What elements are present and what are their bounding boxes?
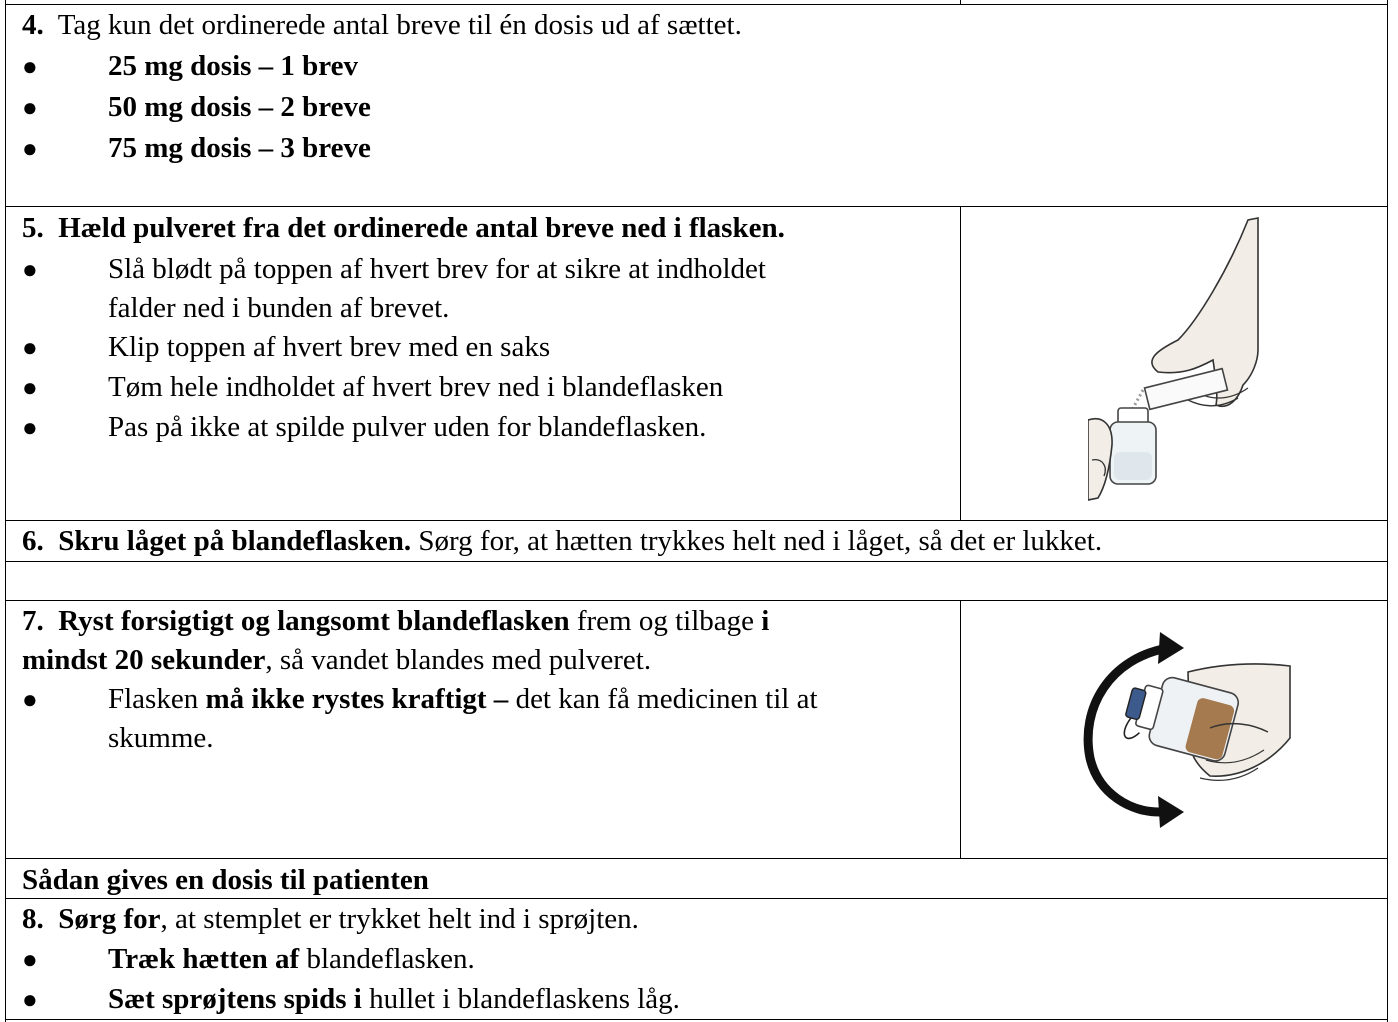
list-item-continuation: skumme. [108,722,214,754]
step-text: , så vandet blandes med pulveret. [265,644,652,676]
section-heading: Sådan gives en dosis til patienten [22,864,429,896]
list-item: Tøm hele indholdet af hvert brev ned i blandeflasken [108,371,724,403]
bullet-icon: ● [22,985,38,1014]
step-number: 6. [22,525,44,557]
step-bold-text: mindst 20 sekunder [22,644,266,676]
list-item: Klip toppen af hvert brev med en saks [108,331,551,363]
list-item-bold: må ikke rystes kraftigt – [205,683,509,715]
bullet-icon: ● [22,685,38,714]
step-text: , at stemplet er trykket helt ind i sprøjten. [160,903,639,935]
step-number: 5. [22,212,44,244]
row-divider [5,4,1388,5]
step-bold-text: i [761,605,770,637]
list-item-text: Flasken [108,683,206,715]
step-number: 8. [22,903,44,935]
row-divider [5,206,1388,207]
list-item [108,940,475,979]
list-item: Pas på ikke at spilde pulver uden for blandeflasken. [108,411,707,443]
row-divider [960,0,961,4]
row-divider [5,561,1388,562]
step-text: frem og tilbage [569,605,762,637]
step-text: Tag kun det ordinerede antal breve til én dosis ud af sættet. [57,9,742,41]
list-item: 50 mg dosis – 2 breve [108,91,371,123]
row-divider [5,520,1388,521]
pour-powder-illustration [1088,210,1260,502]
shake-bottle-illustration [1080,628,1296,834]
step-number: 7. [22,605,44,637]
list-item: 25 mg dosis – 1 brev [108,50,359,82]
step-7-line-1 [22,602,769,641]
list-item-bold: Træk hætten af [108,943,300,975]
step-5-heading [22,209,785,248]
step-7-line-2 [22,641,651,680]
bullet-icon: ● [22,413,38,442]
row-divider [5,858,1388,859]
bullet-icon: ● [22,255,38,284]
bullet-icon: ● [22,93,38,122]
step-bold-text: Ryst forsigtigt og langsomt blandeflasken [58,605,570,637]
step-4-heading [22,6,742,45]
bullet-icon: ● [22,52,38,81]
table-border-right [1387,0,1388,1022]
step-8-heading [22,900,639,939]
step-number: 4. [22,9,44,41]
list-item [108,980,680,1019]
row-divider [5,600,1388,601]
list-item [108,680,818,719]
bullet-icon: ● [22,134,38,163]
bullet-icon: ● [22,373,38,402]
list-item-bold: Sæt sprøjtens spids i [108,983,362,1015]
column-divider [960,600,961,858]
bullet-icon: ● [22,333,38,362]
list-item-continuation: falder ned i bunden af brevet. [108,292,450,324]
list-item-text: blandeflasken. [299,943,475,975]
list-item-text: hullet i blandeflaskens låg. [361,983,680,1015]
step-text: Sørg for, at hætten trykkes helt ned i låget, så det er lukket. [411,525,1103,557]
bullet-icon: ● [22,945,38,974]
column-divider [960,206,961,520]
step-title: Hæld pulveret fra det ordinerede antal breve ned i flasken. [58,212,785,244]
step-6-instruction [22,522,1102,561]
step-bold-text: Sørg for [58,903,161,935]
table-border-left [5,0,6,1022]
list-item: Slå blødt på toppen af hvert brev for at sikre at indholdet [108,253,766,285]
step-bold-text: Skru låget på blandeflasken. [58,525,412,557]
row-divider [5,1019,1388,1020]
list-item: 75 mg dosis – 3 breve [108,132,371,164]
list-item-text: det kan få medicinen til at [508,683,818,715]
